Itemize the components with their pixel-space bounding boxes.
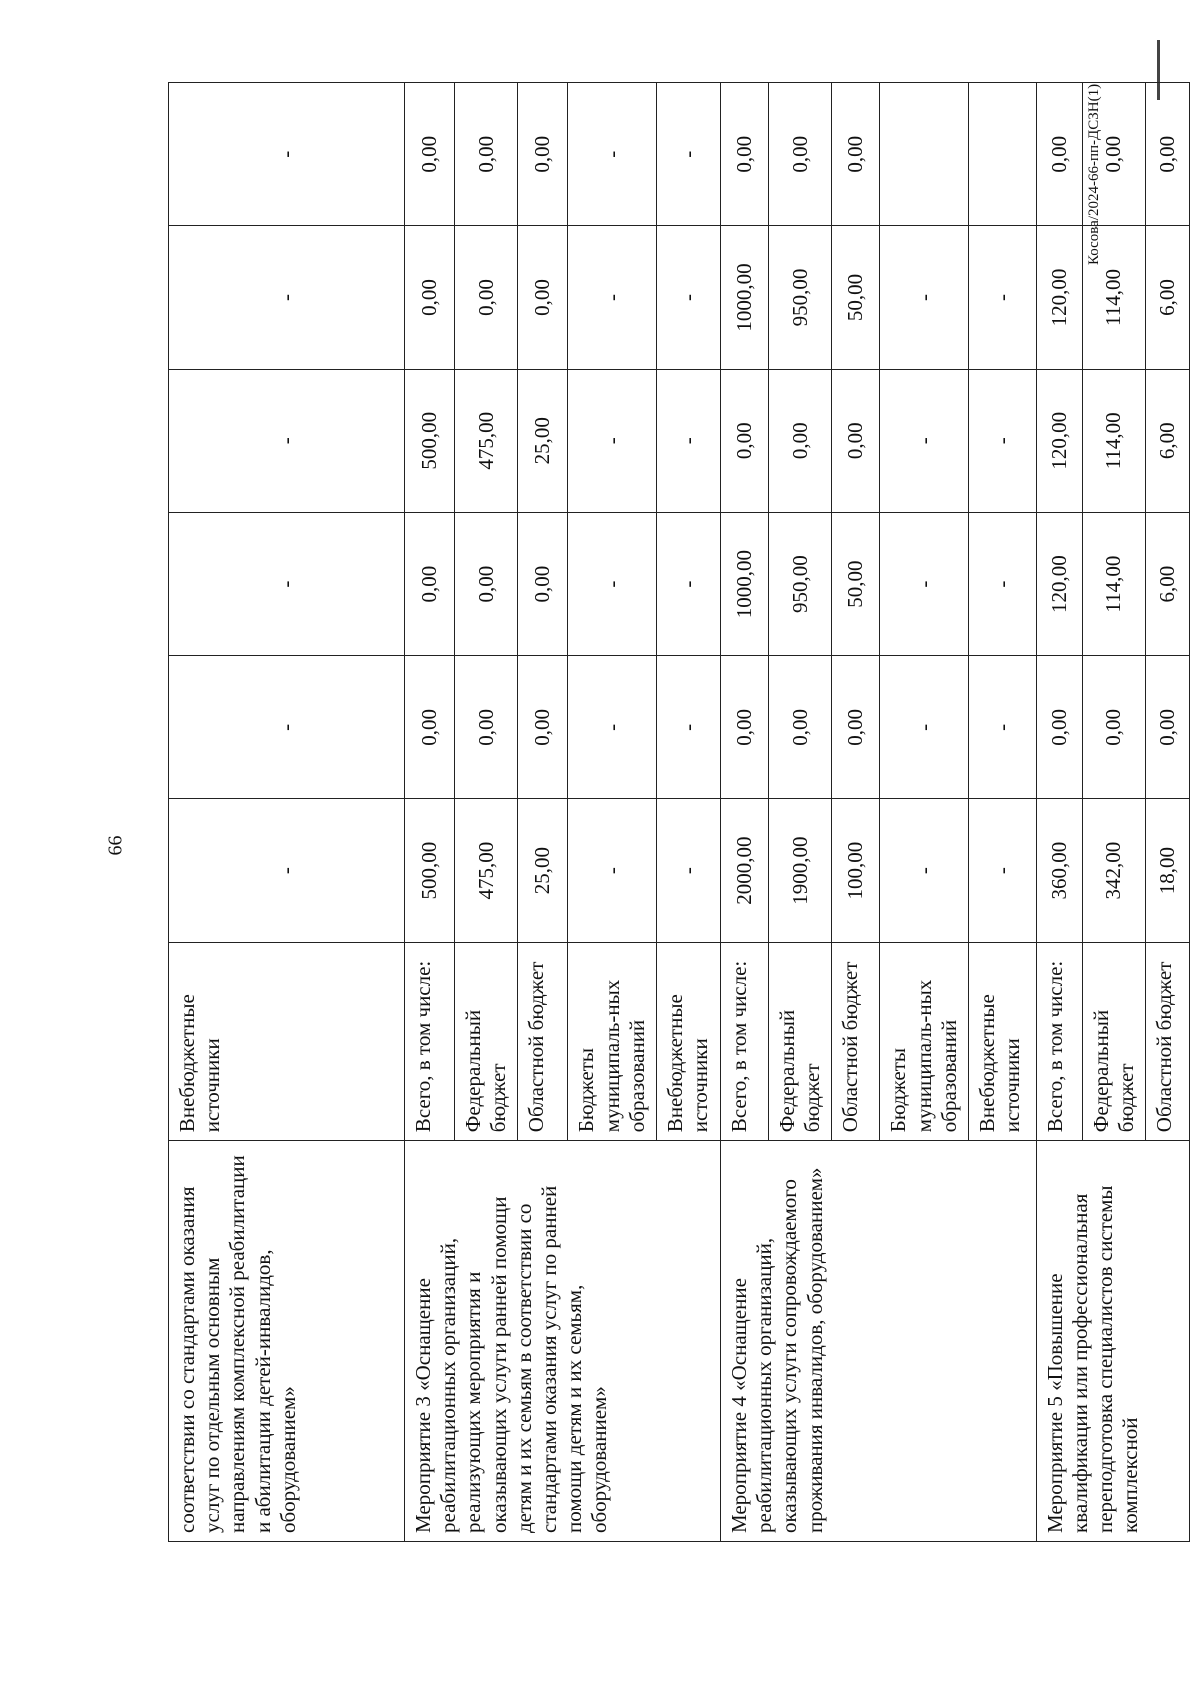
value-cell: - (568, 369, 657, 512)
value-cell: 1000,00 (720, 226, 768, 369)
value-cell (880, 83, 969, 226)
value-cell: 0,00 (1146, 656, 1190, 799)
value-cell: 120,00 (1036, 369, 1082, 512)
value-cell: 950,00 (768, 512, 831, 655)
value-cell: - (656, 512, 720, 655)
value-cell: 0,00 (455, 226, 518, 369)
table-row (405, 83, 455, 1542)
funding-source: Внебюджетные источники (968, 942, 1036, 1140)
page-number: 66 (104, 835, 127, 856)
value-cell: 0,00 (720, 656, 768, 799)
value-cell: 6,00 (1146, 369, 1190, 512)
value-cell: - (968, 799, 1036, 942)
measure-description: Мероприятие 4 «Оснащение реабилитационных организаций, оказывающих услуги сопровождаемого проживания инвалидов, оборудованием» (720, 1141, 1036, 1542)
funding-source: Областной бюджет (1146, 942, 1190, 1140)
value-cell: - (880, 656, 969, 799)
value-cell: 0,00 (405, 656, 455, 799)
measure-description: соответствии со стандартами оказания услуг по отдельным основным направлениям комплексной реабилитации и абилитации детей-инвалидов, оборудованием» (169, 1141, 405, 1542)
value-cell: 500,00 (405, 799, 455, 942)
funding-source: Внебюджетные источники (169, 942, 405, 1140)
value-cell: 50,00 (832, 512, 880, 655)
table-row (169, 83, 405, 1542)
value-cell: 0,00 (768, 656, 831, 799)
value-cell: 500,00 (405, 369, 455, 512)
value-cell: 0,00 (832, 83, 880, 226)
value-cell: - (656, 226, 720, 369)
value-cell: - (568, 656, 657, 799)
value-cell: - (568, 83, 657, 226)
value-cell: 25,00 (518, 799, 568, 942)
value-cell: - (880, 512, 969, 655)
value-cell: 0,00 (832, 656, 880, 799)
value-cell: 0,00 (405, 512, 455, 655)
value-cell: - (568, 226, 657, 369)
value-cell: 950,00 (768, 226, 831, 369)
value-cell: 0,00 (1082, 83, 1145, 226)
value-cell: 2000,00 (720, 799, 768, 942)
value-cell: 120,00 (1036, 512, 1082, 655)
value-cell: 0,00 (405, 83, 455, 226)
value-cell: - (880, 799, 969, 942)
value-cell: - (169, 83, 405, 226)
value-cell: - (880, 369, 969, 512)
value-cell: - (169, 369, 405, 512)
value-cell: - (169, 512, 405, 655)
value-cell: - (968, 226, 1036, 369)
value-cell: 6,00 (1146, 226, 1190, 369)
value-cell: - (968, 656, 1036, 799)
value-cell: - (656, 369, 720, 512)
value-cell: 0,00 (1082, 656, 1145, 799)
funding-source: Областной бюджет (518, 942, 568, 1140)
measure-description: Мероприятие 3 «Оснащение реабилитационных организаций, реализующих мероприятия и оказывающих услуги ранней помощи детям и их семьям в соответствии со стандартами оказания услуг по ранней помощи детям и их семьям, оборудованием» (405, 1141, 721, 1542)
value-cell: 475,00 (455, 369, 518, 512)
funding-source: Федеральный бюджет (1082, 942, 1145, 1140)
value-cell: 0,00 (455, 83, 518, 226)
value-cell: - (568, 512, 657, 655)
value-cell: 1000,00 (720, 512, 768, 655)
value-cell: 360,00 (1036, 799, 1082, 942)
table-row (720, 83, 768, 1542)
value-cell: 6,00 (1146, 512, 1190, 655)
value-cell: 0,00 (518, 512, 568, 655)
funding-source: Бюджеты муниципаль-ных образований (880, 942, 969, 1140)
value-cell: - (968, 369, 1036, 512)
budget-table (168, 82, 1190, 1542)
value-cell: 0,00 (720, 369, 768, 512)
value-cell: - (656, 83, 720, 226)
value-cell: 50,00 (832, 226, 880, 369)
value-cell (968, 83, 1036, 226)
value-cell: 0,00 (455, 656, 518, 799)
value-cell: 114,00 (1082, 226, 1145, 369)
value-cell: 475,00 (455, 799, 518, 942)
value-cell: 0,00 (1036, 83, 1082, 226)
funding-source: Бюджеты муниципаль-ных образований (568, 942, 657, 1140)
value-cell: 0,00 (518, 656, 568, 799)
value-cell: 100,00 (832, 799, 880, 942)
funding-source: Областной бюджет (832, 942, 880, 1140)
value-cell: 0,00 (1036, 656, 1082, 799)
funding-source: Всего, в том числе: (405, 942, 455, 1140)
value-cell: 18,00 (1146, 799, 1190, 942)
document-code: Косова/2024-66-пп-ДСЗН(1) (1086, 83, 1102, 265)
value-cell: - (568, 799, 657, 942)
funding-source: Внебюджетные источники (656, 942, 720, 1140)
value-cell: 25,00 (518, 369, 568, 512)
value-cell: 0,00 (832, 369, 880, 512)
value-cell: 0,00 (768, 369, 831, 512)
table-row (1036, 83, 1082, 1542)
value-cell: 114,00 (1082, 512, 1145, 655)
value-cell: 0,00 (455, 512, 518, 655)
value-cell: 0,00 (768, 83, 831, 226)
value-cell: - (169, 799, 405, 942)
value-cell: - (656, 799, 720, 942)
funding-source: Федеральный бюджет (455, 942, 518, 1140)
value-cell: 0,00 (720, 83, 768, 226)
funding-source: Всего, в том числе: (720, 942, 768, 1140)
value-cell: 1900,00 (768, 799, 831, 942)
value-cell: - (656, 656, 720, 799)
value-cell: - (880, 226, 969, 369)
funding-source: Федеральный бюджет (768, 942, 831, 1140)
value-cell: 114,00 (1082, 369, 1145, 512)
value-cell: 0,00 (405, 226, 455, 369)
funding-source: Всего, в том числе: (1036, 942, 1082, 1140)
value-cell: 0,00 (518, 83, 568, 226)
value-cell: 342,00 (1082, 799, 1145, 942)
value-cell: - (169, 226, 405, 369)
value-cell: 120,00 (1036, 226, 1082, 369)
value-cell: 0,00 (518, 226, 568, 369)
measure-description: Мероприятие 5 «Повышение квалификации или профессиональная переподготовка специалистов системы комплексной (1036, 1141, 1189, 1542)
value-cell: - (169, 656, 405, 799)
value-cell: 0,00 (1146, 83, 1190, 226)
value-cell: - (968, 512, 1036, 655)
